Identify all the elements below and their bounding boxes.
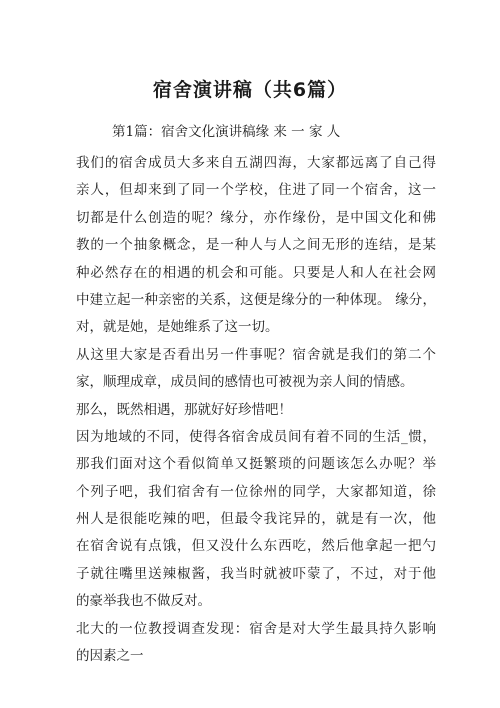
text-line: 对，就是她，是她维系了这一切。	[76, 319, 279, 336]
text-line: 从这里大家是否看出另一件事呢？宿舍就是我们的第二个	[76, 346, 436, 363]
text-line: 的因素之一	[76, 648, 144, 665]
paragraph	[76, 616, 436, 671]
text-line: 那么，既然相遇，那就好好珍惜吧！	[76, 401, 292, 418]
text-line: 家，顺理成章，成员间的感情也可被视为亲人间的情感。	[76, 374, 414, 391]
text-line: 我们的宿舍成员大多来自五湖四海，大家都远离了自己得	[76, 155, 436, 171]
text-line: 子就往嘴里送辣椒酱，我当时就被吓蒙了，不过，对于他	[76, 565, 436, 582]
text-line: 个列子吧，我们宿舍有一位徐州的同学，大家都知道，徐	[76, 483, 436, 500]
text-line: 北大的一位教授调查发现：宿舍是对大学生最具持久影响	[76, 620, 436, 637]
text-line: 的豪举我也不做反对。	[76, 593, 211, 610]
text-line: 州人是很能吃辣的吧，但最令我诧异的，就是有一次，他	[76, 511, 436, 528]
text-line: 因为地域的不同，使得各宿舍成员间有着不同的生活_惯，	[76, 428, 436, 445]
text-line: 在宿舍说有点饿，但又没什么东西吃，然后他拿起一把勺	[76, 538, 436, 555]
document-body	[76, 150, 436, 670]
text-line: 中建立起一种亲密的关系，这便是缘分的一种体现。 缘分，	[76, 291, 436, 308]
text-line: 亲人，但却来到了同一个学校，住进了同一个宿舍，这一	[76, 182, 436, 199]
text-line: 切都是什么创造的呢？缘分，亦作缘份，是中国文化和佛	[76, 209, 436, 226]
text-line: 那我们面对这个看似简单又挺繁琐的问题该怎么办呢？举	[76, 456, 436, 473]
paragraph	[76, 150, 436, 342]
document-subtitle: 第1篇：宿舍文化演讲稿缘 来 一 家 人	[112, 124, 341, 140]
paragraph	[76, 342, 436, 424]
document-title: 宿舍演讲稿（共6篇）	[152, 79, 348, 101]
paragraph	[76, 424, 436, 616]
text-line: 教的一个抽象概念，是一种人与人之间无形的连结，是某	[76, 237, 436, 254]
text-line: 种必然存在的相遇的机会和可能。只要是人和人在社会网	[76, 264, 436, 281]
